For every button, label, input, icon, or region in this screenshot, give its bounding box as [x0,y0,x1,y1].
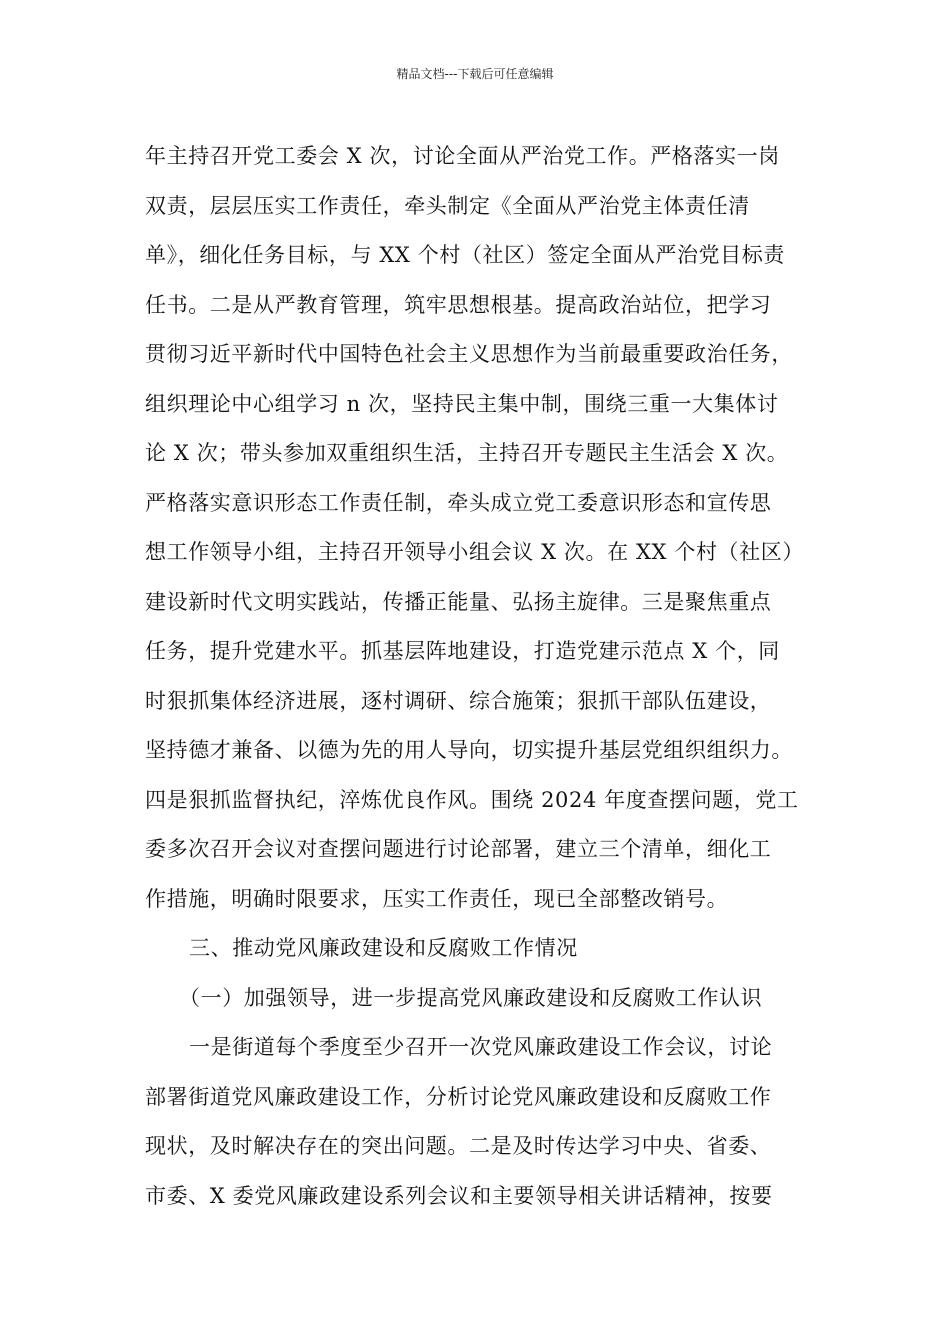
section-heading: 三、推动党风廉政建设和反腐败工作情况 [189,936,578,960]
text-line: 想工作领导小组，主持召开领导小组会议 X 次。在 XX 个村（社区） [145,540,804,564]
text-line: 委多次召开会议对查摆问题进行讨论部署，建立三个清单，细化工 [145,837,772,861]
text-line: 年主持召开党工委会 X 次，讨论全面从严治党工作。严格落实一岗 [145,144,780,168]
text-line: 时狠抓集体经济进展，逐村调研、综合施策；狠抓干部队伍建设， [145,688,772,713]
text-line: 任务，提升党建水平。抓基层阵地建设，打造党建示范点 X 个，同 [145,639,780,663]
text-line: 作措施，明确时限要求，压实工作责任，现已全部整改销号。 [145,886,729,911]
document-body [145,132,825,1221]
text-line: 市委、X 委党风廉政建设系列会议和主要领导相关讲话精神，按要 [145,1183,773,1208]
text-line: 论 X 次；带头参加双重组织生活，主持召开专题民主生活会 X 次。 [145,441,789,465]
text-line: 严格落实意识形态工作责任制，牵头成立党工委意识形态和宣传思 [145,490,772,515]
page-header: 精品文档---下载后可任意编辑 [396,67,554,81]
subsection-heading: （一）加强领导，进一步提高党风廉政建设和反腐败工作认识 [179,985,763,1010]
text-line: 单》，细化任务目标，与 XX 个村（社区）签定全面从严治党目标责 [145,243,785,267]
text-line: 坚持德才兼备、以德为先的用人导向，切实提升基层党组织组织力。 [145,738,793,762]
text-line: 贯彻习近平新时代中国特色社会主义思想作为当前最重要政治任务， [145,342,793,366]
text-line: 双责，层层压实工作责任，牵头制定《全面从严治党主体责任清 [145,193,750,218]
text-line: 任书。二是从严教育管理，筑牢思想根基。提高政治站位，把学习 [145,292,772,317]
text-line: 现状，及时解决存在的突出问题。二是及时传达学习中央、省委、 [145,1134,772,1158]
text-line: 建设新时代文明实践站，传播正能量、弘扬主旋律。三是聚焦重点 [145,589,772,614]
text-line: 一是街道每个季度至少召开一次党风廉政建设工作会议，讨论 [189,1035,773,1059]
text-line: 组织理论中心组学习 n 次，坚持民主集中制，围绕三重一大集体讨 [145,391,779,416]
text-line: 部署街道党风廉政建设工作，分析讨论党风廉政建设和反腐败工作 [145,1084,772,1109]
text-line: 四是狠抓监督执纪，淬炼优良作风。围绕 2024 年度查摆问题，党工 [145,787,799,812]
